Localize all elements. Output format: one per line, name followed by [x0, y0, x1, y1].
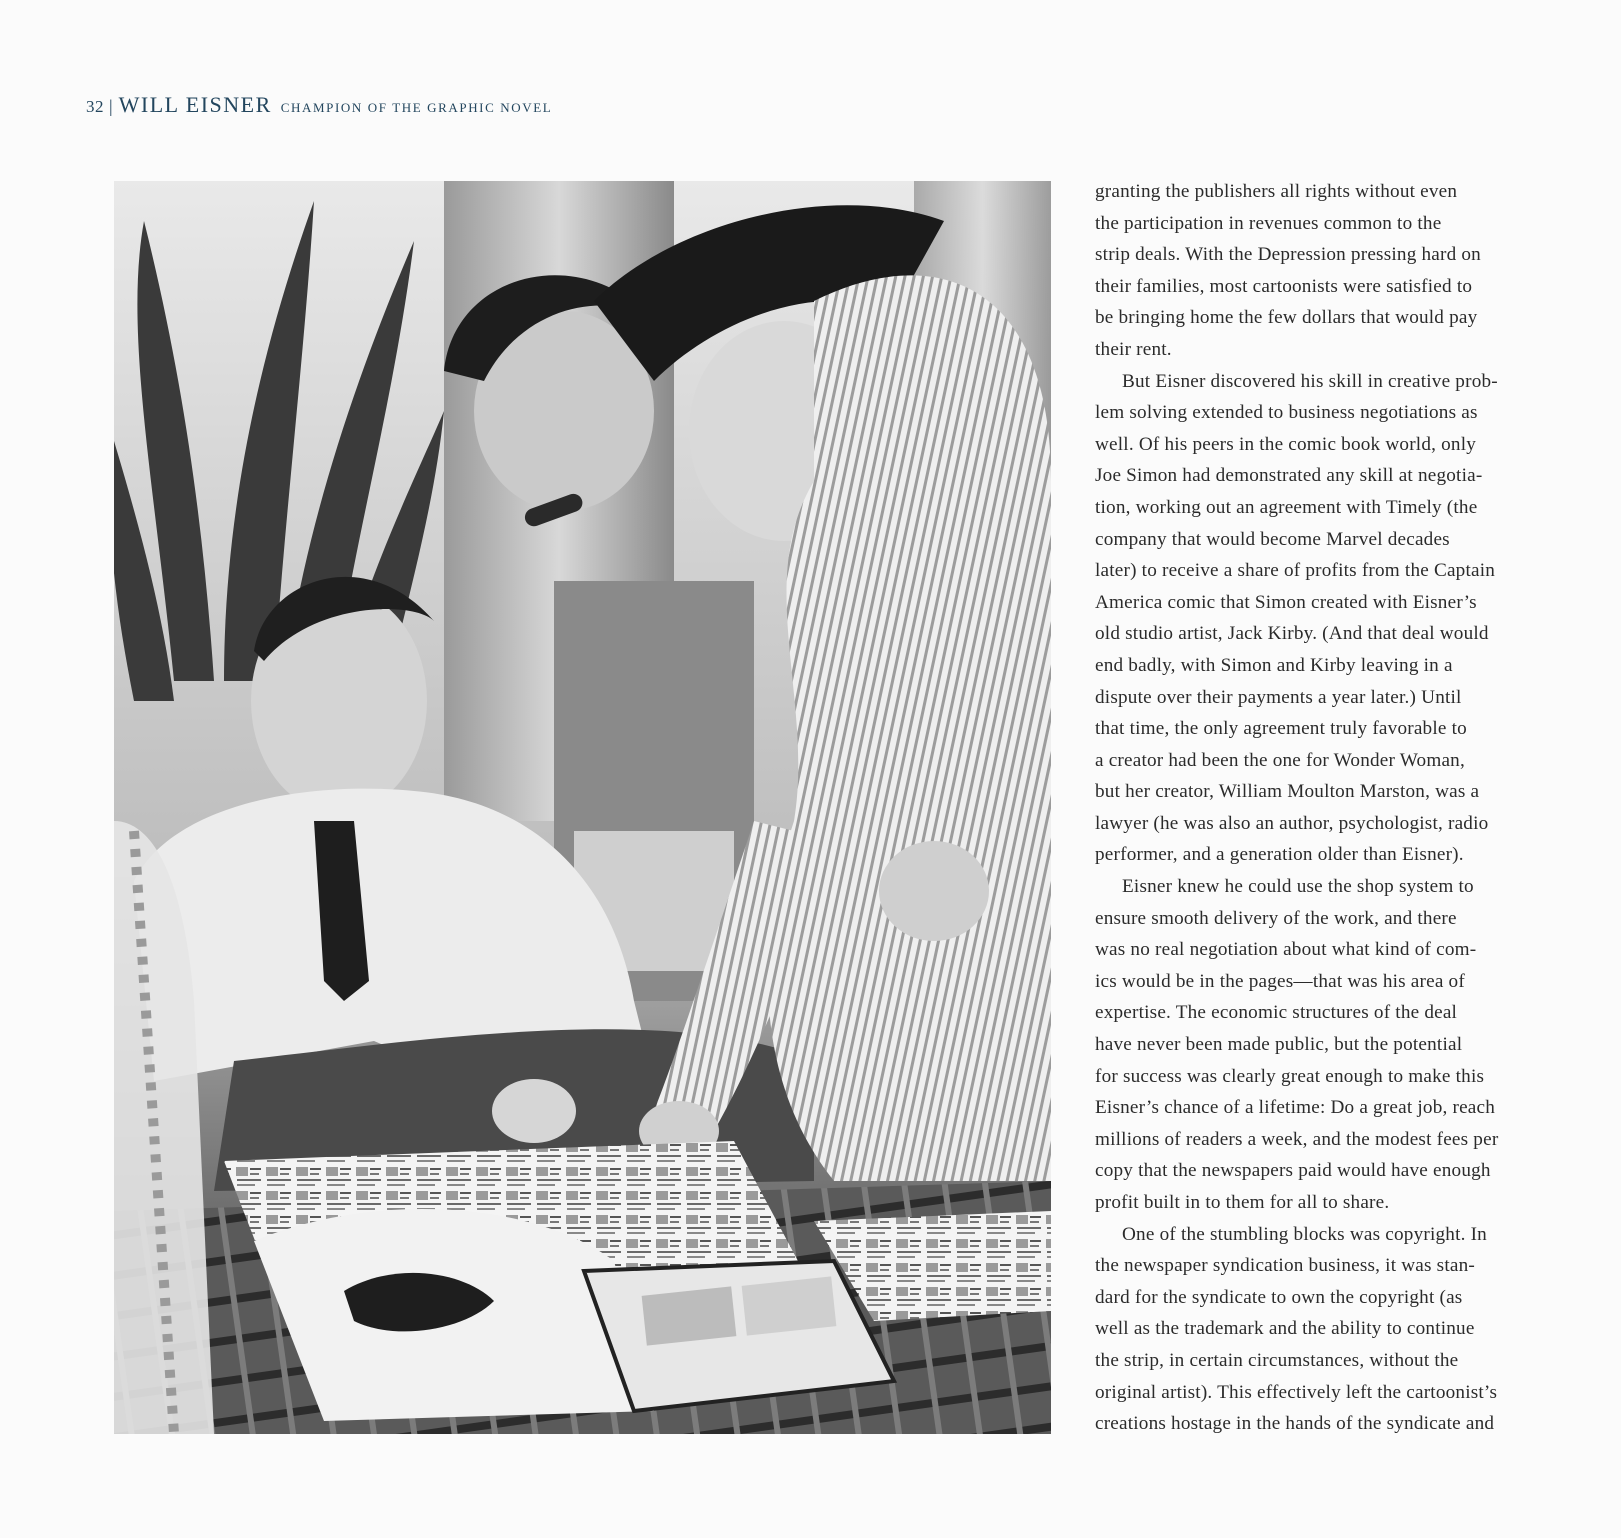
text-line: later) to receive a share of profits from the Captain [1095, 560, 1496, 582]
text-line: tion, working out an agreement with Timely (the [1095, 496, 1478, 518]
text-line: America comic that Simon created with Eisner’s [1095, 591, 1477, 613]
text-line: But Eisner discovered his skill in creative prob- [1122, 370, 1498, 392]
book-title: WILL EISNER [118, 92, 272, 117]
text-line: was no real negotiation about what kind of com- [1095, 939, 1477, 961]
text-line: profit built in to them for all to share. [1095, 1192, 1390, 1213]
text-line: be bringing home the few dollars that would pay [1095, 307, 1478, 329]
text-line: lem solving extended to business negotiations as [1095, 402, 1478, 424]
article-body [1095, 176, 1555, 1440]
text-line: dispute over their payments a year later.) Until [1095, 686, 1462, 708]
text-line: but her creator, William Moulton Marston, was a [1095, 781, 1480, 803]
text-line: granting the publishers all rights without even [1095, 181, 1458, 202]
text-line: end badly, with Simon and Kirby leaving in a [1095, 654, 1453, 676]
text-line: performer, and a generation older than Eisner). [1095, 844, 1464, 866]
book-subtitle: CHAMPION OF THE GRAPHIC NOVEL [280, 100, 553, 115]
text-line: well as the trademark and the ability to continue [1095, 1318, 1475, 1340]
text-line: the strip, in certain circumstances, without the [1095, 1349, 1459, 1371]
text-line: company that would become Marvel decades [1095, 528, 1450, 550]
text-line: creations hostage in the hands of the syndicate and [1095, 1413, 1495, 1435]
text-line: original artist). This effectively left the cartoonist’s [1095, 1381, 1498, 1403]
text-line: One of the stumbling blocks was copyright. In [1122, 1223, 1487, 1245]
text-line: for success was clearly great enough to make this [1095, 1065, 1485, 1087]
text-line: dard for the syndicate to own the copyright (as [1095, 1286, 1463, 1308]
text-line: ensure smooth delivery of the work, and there [1095, 907, 1457, 929]
text-line: expertise. The economic structures of the deal [1095, 1002, 1458, 1024]
text-line: the participation in revenues common to the [1095, 212, 1442, 234]
text-line: well. Of his peers in the comic book world, only [1095, 433, 1477, 455]
text-line: the newspaper syndication business, it was stan- [1095, 1255, 1475, 1277]
text-line: copy that the newspapers paid would have enough [1095, 1160, 1491, 1182]
text-line: their families, most cartoonists were satisfied to [1095, 275, 1473, 297]
photograph-icon [114, 181, 1051, 1434]
text-line: strip deals. With the Depression pressing hard on [1095, 244, 1481, 266]
header-separator: | [109, 96, 113, 116]
running-head [86, 92, 552, 118]
text-line: lawyer (he was also an author, psychologist, radio [1095, 812, 1489, 834]
text-line: have never been made public, but the potential [1095, 1034, 1463, 1056]
text-line: that time, the only agreement truly favorable to [1095, 718, 1467, 740]
text-line: old studio artist, Jack Kirby. (And that deal would [1095, 623, 1489, 645]
text-line: ics would be in the pages—that was his area of [1095, 970, 1465, 992]
text-line: a creator had been the one for Wonder Woman, [1095, 749, 1465, 771]
text-line: Joe Simon had demonstrated any skill at negotia- [1095, 465, 1483, 487]
photograph [114, 181, 1051, 1434]
text-line: Eisner knew he could use the shop system to [1122, 876, 1474, 898]
page-number: 32 [86, 97, 104, 116]
text-line: millions of readers a week, and the modest fees per [1095, 1128, 1499, 1150]
text-line: Eisner’s chance of a lifetime: Do a great job, reach [1095, 1097, 1496, 1119]
text-line: their rent. [1095, 338, 1172, 360]
